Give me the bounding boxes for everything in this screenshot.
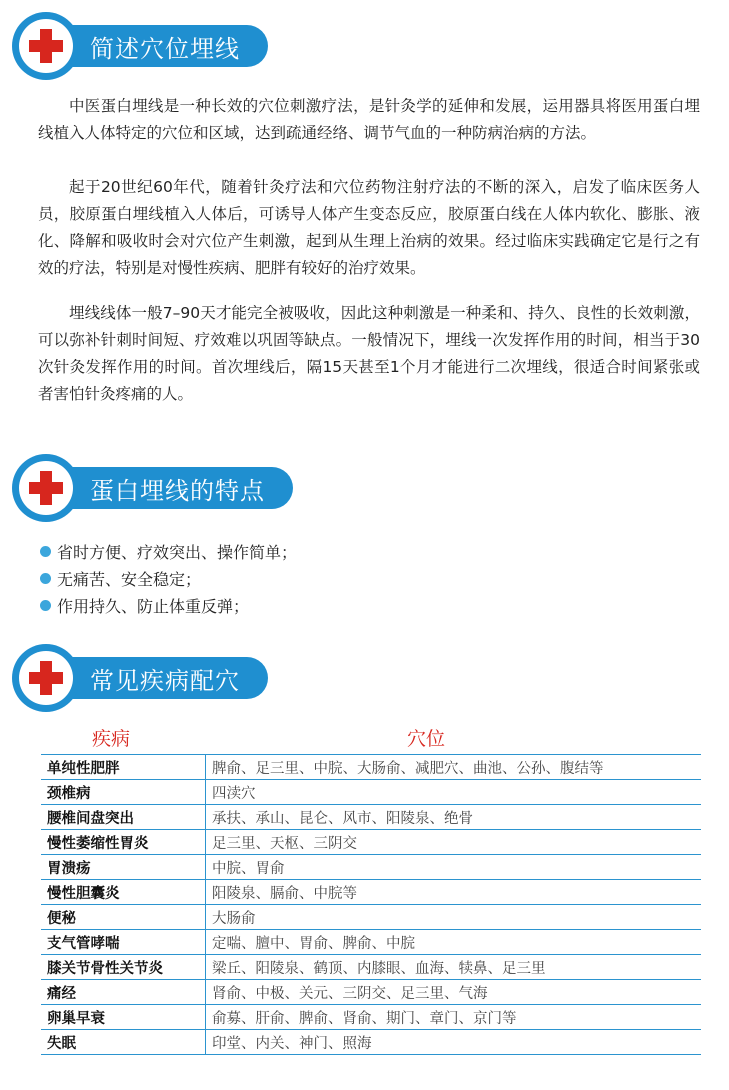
- bullet-icon: [40, 546, 51, 557]
- table-row: 痛经 肾俞、中极、关元、三阴交、足三里、气海: [41, 980, 701, 1005]
- section-title: 简述穴位埋线: [48, 25, 268, 67]
- column-header-acupoints: 穴位: [407, 728, 446, 750]
- medical-cross-icon: [14, 646, 78, 710]
- bullet-icon: [40, 573, 51, 584]
- table-row: 膝关节骨性关节炎 梁丘、阳陵泉、鹤顶、内膝眼、血海、犊鼻、足三里: [41, 955, 701, 980]
- table-row: 颈椎病 四渎穴: [41, 780, 701, 805]
- intro-paragraph-2: 起于20世纪60年代，随着针灸疗法和穴位药物注射疗法的不断的深入，启发了临床医务人员，胶原蛋白埋线植入人体后，可诱导人体产生变态反应，胶原蛋白线在人体内软化、膨胀、液化、降解和吸收时会对穴位产生刺激，起到从生理上治病的效果。经过临床实践确定它是行之有效的疗法，特别是对慢性疾病、肥胖有较好的治疗效果。: [38, 178, 700, 277]
- table-row: 卵巢早衰 俞募、肝俞、脾俞、肾俞、期门、章门、京门等: [41, 1005, 701, 1030]
- column-header-disease: 疾病: [92, 728, 131, 750]
- feature-list: [40, 538, 297, 619]
- table-row: 胃溃疡 中脘、胃俞: [41, 855, 701, 880]
- table-row: 单纯性肥胖 脾俞、足三里、中脘、大肠俞、减肥穴、曲池、公孙、腹结等: [41, 755, 701, 780]
- intro-paragraph-1: 中医蛋白埋线是一种长效的穴位刺激疗法，是针灸学的延伸和发展，运用器具将医用蛋白埋线植入人体特定的穴位和区域，达到疏通经络、调节气血的一种防病治病的方法。: [38, 97, 700, 142]
- table-row: 失眠 印堂、内关、神门、照海: [41, 1030, 701, 1055]
- section-title: 蛋白埋线的特点: [48, 467, 293, 509]
- bullet-icon: [40, 600, 51, 611]
- list-item: 作用持久、防止体重反弹；: [40, 592, 297, 619]
- section-header-table: [14, 646, 268, 710]
- medical-cross-icon: [14, 456, 78, 520]
- list-item: 无痛苦、安全稳定；: [40, 565, 297, 592]
- table-row: 支气管哮喘 定喘、膻中、胃俞、脾俞、中脘: [41, 930, 701, 955]
- table-row: 腰椎间盘突出 承扶、承山、昆仑、风市、阳陵泉、绝骨: [41, 805, 701, 830]
- table-row: 便秘 大肠俞: [41, 905, 701, 930]
- medical-cross-icon: [14, 14, 78, 78]
- table-row: 慢性萎缩性胃炎 足三里、天枢、三阴交: [41, 830, 701, 855]
- table-row: 慢性胆囊炎 阳陵泉、膈俞、中脘等: [41, 880, 701, 905]
- table-header: [42, 724, 702, 752]
- section-header-features: [14, 456, 293, 520]
- disease-acupoint-table: [41, 754, 701, 1055]
- section-header-intro: [14, 14, 268, 78]
- section-title: 常见疾病配穴: [48, 657, 268, 699]
- intro-paragraph-3: 埋线线体一般7–90天才能完全被吸收，因此这种刺激是一种柔和、持久、良性的长效刺激，可以弥补针刺时间短、疗效难以巩固等缺点。一般情况下，埋线一次发挥作用的时间，相当于30次针灸发挥作用的时间。首次埋线后，隔15天甚至1个月才能进行二次埋线，很适合时间紧张或者害怕针灸疼痛的人。: [38, 304, 700, 403]
- list-item: 省时方便、疗效突出、操作简单；: [40, 538, 297, 565]
